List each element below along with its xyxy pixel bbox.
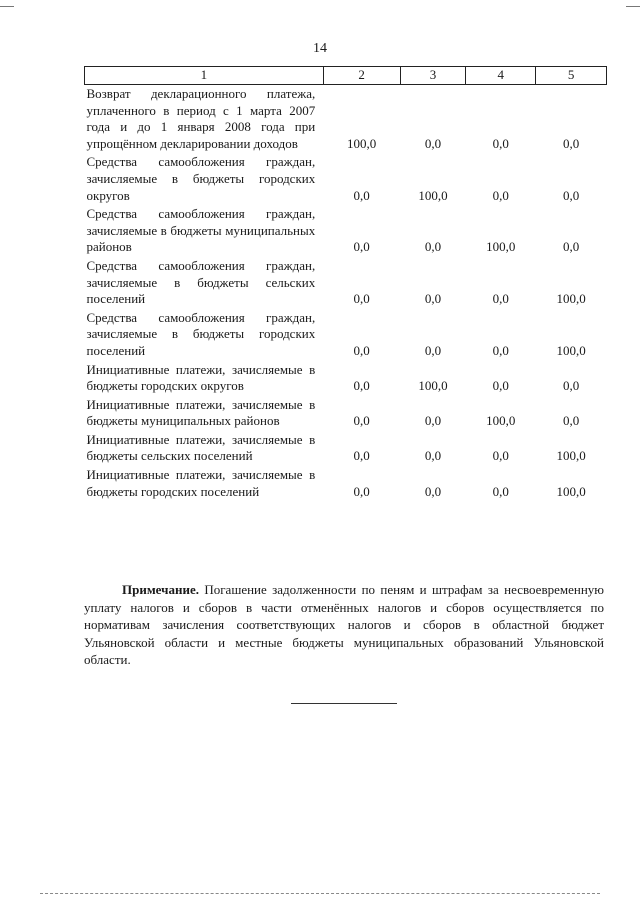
note-heading: Примечание.	[122, 582, 199, 597]
row-value: 0,0	[353, 342, 370, 358]
row-value: 0,0	[492, 135, 509, 151]
note-paragraph	[84, 581, 604, 669]
row-label: Средства самообложения граждан, зачисляемые в бюджеты городских поселений	[86, 309, 316, 358]
table-row	[85, 205, 607, 257]
row-value: 0,0	[492, 187, 509, 203]
row-value: 0,0	[492, 342, 509, 358]
row-label: Инициативные платежи, зачисляемые в бюджеты муниципальных районов	[86, 396, 316, 429]
row-label: Средства самообложения граждан, зачисляемые в бюджеты сельских поселений	[86, 257, 316, 307]
row-value: 0,0	[492, 483, 509, 499]
scan-edge-mark-top-right	[626, 6, 640, 7]
row-value: 0,0	[424, 135, 442, 151]
row-value: 100,0	[486, 413, 516, 429]
row-value: 100,0	[418, 378, 448, 394]
row-value: 0,0	[353, 448, 370, 464]
row-value: 100,0	[556, 448, 586, 464]
row-value: 0,0	[353, 291, 370, 307]
row-value: 0,0	[353, 413, 370, 429]
column-header-3: 3	[400, 67, 466, 85]
row-value: 100,0	[556, 342, 586, 358]
end-of-document-rule	[291, 703, 397, 704]
row-value: 100,0	[556, 483, 586, 499]
table-body	[85, 85, 607, 502]
row-value: 0,0	[353, 239, 370, 255]
table-row	[85, 396, 607, 431]
note-text: Погашение задолженности по пеням и штрафам за несвоевременную уплату налогов и сборов в части отменённых налогов и сборов осуществляется по нормативам зачисления соответствующих налогов и сборов в областной бюджет Ульяновской области и местные бюджеты муниципальных образований Ульяновской области.	[84, 582, 604, 668]
column-header-1: 1	[85, 67, 324, 85]
row-value: 0,0	[562, 135, 580, 151]
scan-edge-mark-bottom	[40, 893, 600, 894]
row-value: 100,0	[556, 291, 586, 307]
table-row	[85, 466, 607, 501]
scan-edge-mark-top-left	[0, 6, 14, 7]
row-value: 0,0	[424, 483, 442, 499]
table-row	[85, 309, 607, 361]
table-row	[85, 153, 607, 205]
budget-distribution-table	[84, 66, 607, 501]
column-header-5: 5	[536, 67, 607, 85]
row-value: 0,0	[353, 378, 370, 394]
table-header	[85, 67, 607, 85]
row-value: 0,0	[424, 342, 442, 358]
row-value: 0,0	[424, 239, 442, 255]
row-value: 0,0	[562, 413, 580, 429]
row-label: Средства самообложения граждан, зачисляемые в бюджеты городских округов	[86, 154, 316, 203]
row-value: 100,0	[347, 135, 377, 151]
table-row	[85, 85, 607, 154]
column-header-2: 2	[323, 67, 400, 85]
row-value: 0,0	[353, 187, 370, 203]
row-value: 0,0	[492, 378, 509, 394]
row-label: Возврат декларационного платежа, уплаченного в период с 1 марта 2007 года и до 1 января 2008 года при упрощённом декларировании доходов	[86, 86, 316, 151]
column-header-4: 4	[466, 67, 536, 85]
table-row	[85, 431, 607, 466]
table-row	[85, 257, 607, 309]
row-value: 100,0	[486, 239, 516, 255]
row-label: Инициативные платежи, зачисляемые в бюджеты сельских поселений	[86, 431, 316, 464]
table-header-row	[85, 67, 607, 85]
row-value: 0,0	[353, 483, 370, 499]
row-label: Инициативные платежи, зачисляемые в бюджеты городских поселений	[86, 467, 316, 499]
table-row	[85, 361, 607, 396]
row-value: 0,0	[562, 187, 580, 203]
row-value: 0,0	[562, 239, 580, 255]
row-value: 0,0	[492, 291, 509, 307]
page-number: 14	[313, 41, 327, 56]
row-value: 0,0	[492, 448, 509, 464]
row-label: Инициативные платежи, зачисляемые в бюджеты городских округов	[86, 361, 316, 394]
row-label: Средства самообложения граждан, зачисляемые в бюджеты муниципальных районов	[86, 206, 316, 255]
row-value: 0,0	[424, 448, 442, 464]
row-value: 0,0	[562, 378, 580, 394]
row-value: 100,0	[418, 187, 448, 203]
row-value: 0,0	[424, 413, 442, 429]
row-value: 0,0	[424, 291, 442, 307]
